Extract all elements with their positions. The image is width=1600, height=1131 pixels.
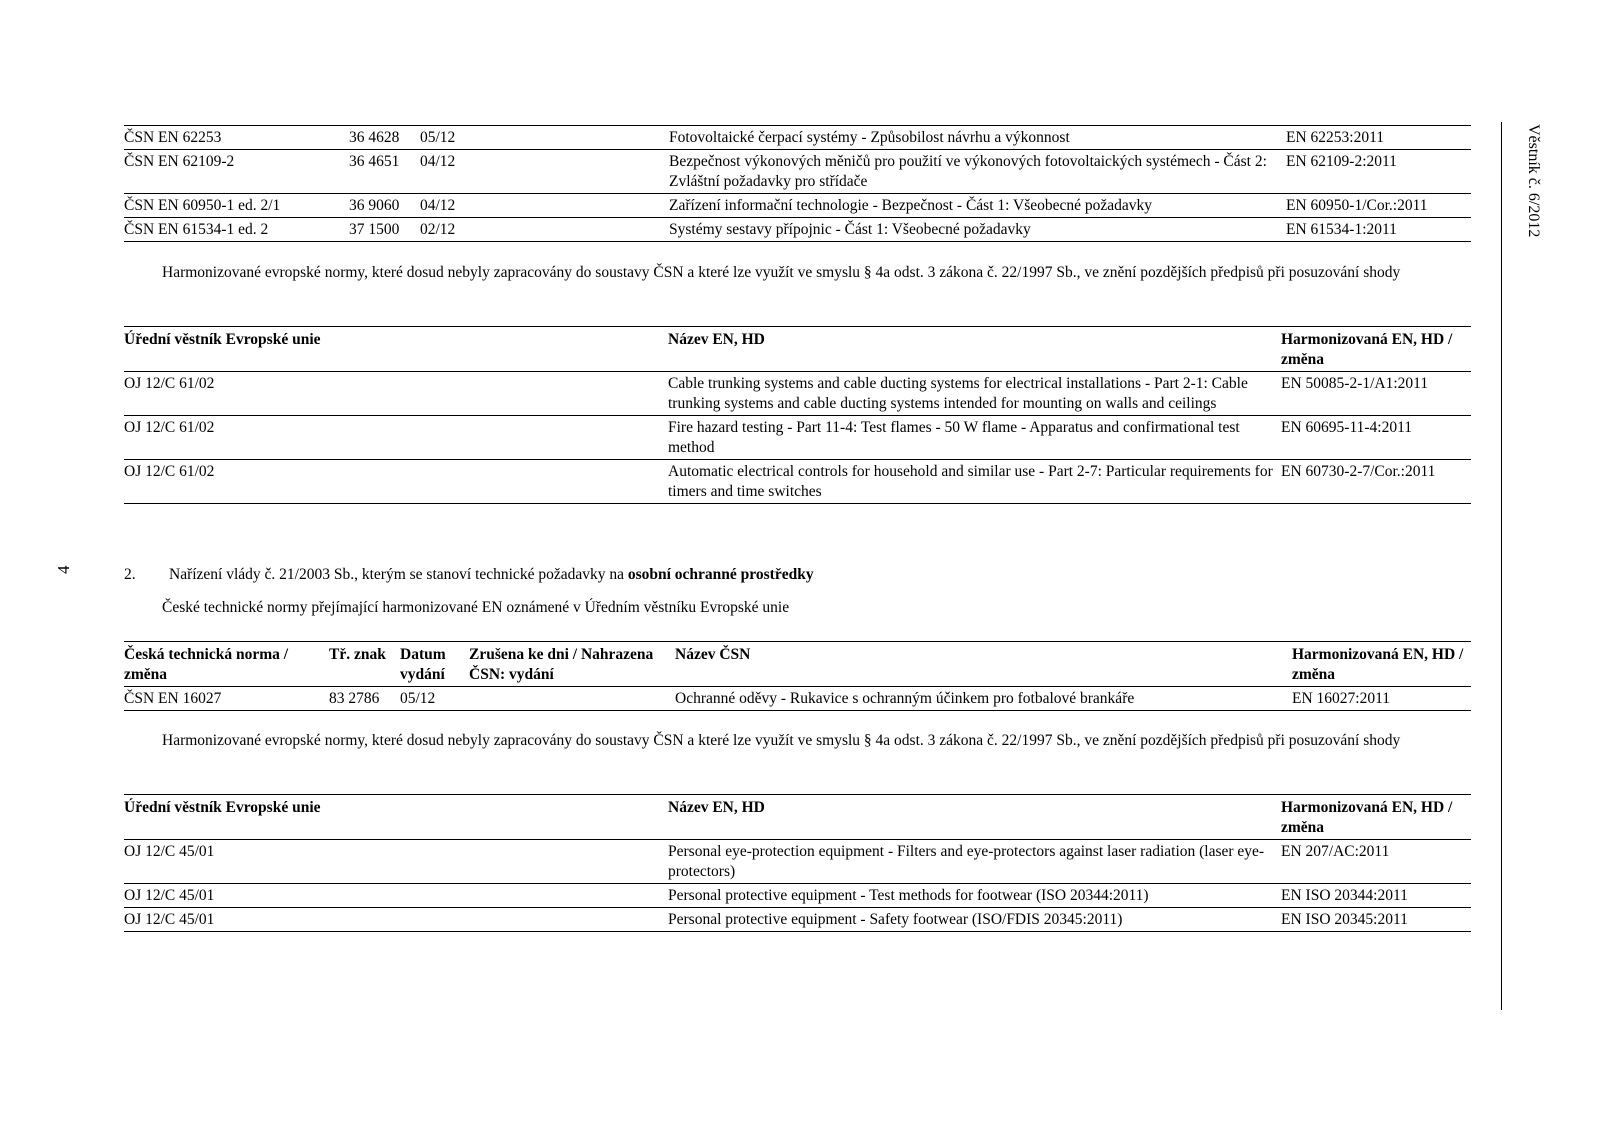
norm-code: ČSN EN 62109-2 <box>124 150 349 194</box>
issue-date: 04/12 <box>420 194 469 218</box>
margin-rule <box>1501 122 1502 1010</box>
oj-ref: OJ 12/C 45/01 <box>124 911 215 928</box>
oj-ref: OJ 12/C 45/01 <box>124 840 668 884</box>
class-code: 36 9060 <box>349 194 420 218</box>
table-row <box>124 416 1471 460</box>
norm-code: ČSN EN 60950-1 ed. 2/1 <box>124 194 349 218</box>
table-row <box>124 460 1471 504</box>
norm-title: Fotovoltaické čerpací systémy - Způsobilost návrhu a výkonnost <box>669 126 1286 150</box>
class-code: 37 1500 <box>349 218 420 242</box>
issue-date: 02/12 <box>420 218 469 242</box>
page-number <box>54 558 76 580</box>
csn-table-1 <box>124 125 1471 242</box>
section-text: Nařízení vlády č. 21/2003 Sb., kterým se stanoví technické požadavky na <box>169 566 628 583</box>
oj-ref: OJ 12/C 61/02 <box>124 463 215 480</box>
header-harmonized: Harmonizovaná EN, HD / změna <box>1281 327 1471 372</box>
table-row <box>124 218 1471 242</box>
harmonized-en: EN 60730-2-7/Cor.:2011 <box>1281 463 1436 480</box>
header-oj: Úřední věstník Evropské unie <box>124 795 668 840</box>
norm-title: Automatic electrical controls for household and similar use - Part 2-7: Particular requirements for timers and time switches <box>668 463 1273 500</box>
replaced-by <box>469 126 669 150</box>
header-title: Název EN, HD <box>668 327 1281 372</box>
norm-code: ČSN EN 61534-1 ed. 2 <box>124 218 349 242</box>
replaced-by <box>469 687 675 711</box>
issue-date: 04/12 <box>420 150 469 194</box>
oj-table-2 <box>124 794 1471 932</box>
oj-ref: OJ 12/C 45/01 <box>124 884 668 908</box>
norm-title: Personal eye-protection equipment - Filters and eye-protectors against laser radiation (laser eye-protectors) <box>668 840 1281 884</box>
harmonized-en: EN ISO 20345:2011 <box>1281 911 1408 928</box>
issue-date: 05/12 <box>420 126 469 150</box>
section-number: 2. <box>124 566 136 583</box>
table-row <box>124 687 1471 711</box>
oj-ref: OJ 12/C 61/02 <box>124 416 668 460</box>
harmonized-en: EN 61534-1:2011 <box>1286 218 1471 242</box>
norm-code: ČSN EN 16027 <box>124 690 222 707</box>
oj-table-1 <box>124 326 1471 504</box>
table-header <box>124 795 1471 840</box>
issue-date: 05/12 <box>400 690 436 707</box>
header-norm: Česká technická norma / změna <box>124 642 329 687</box>
class-code: 83 2786 <box>329 690 380 707</box>
replaced-by <box>469 218 669 242</box>
replaced-by <box>469 150 669 194</box>
norm-title: Zařízení informační technologie - Bezpečnost - Část 1: Všeobecné požadavky <box>669 194 1286 218</box>
header-harmonized: Harmonizovaná EN, HD / změna <box>1292 642 1471 687</box>
table-row <box>124 372 1471 416</box>
oj-ref: OJ 12/C 61/02 <box>124 372 668 416</box>
harmonized-en: EN 60695-11-4:2011 <box>1281 416 1471 460</box>
table-header <box>124 642 1471 687</box>
norm-title: Ochranné oděvy - Rukavice s ochranným účinkem pro fotbalové brankáře <box>675 690 1135 707</box>
header-replaced: Zrušena ke dni / Nahrazena ČSN: vydání <box>469 642 675 687</box>
norm-title: Cable trunking systems and cable ducting systems for electrical installations - Part 2-1: Cable trunking systems and cable ducting systems intended for mounting on walls and ceilings <box>668 372 1281 416</box>
norm-title: Systémy sestavy přípojnic - Část 1: Všeobecné požadavky <box>669 218 1286 242</box>
harmonized-en: EN 62253:2011 <box>1286 126 1471 150</box>
header-title: Název ČSN <box>675 642 1292 687</box>
table-row <box>124 840 1471 884</box>
harmonized-en: EN 207/AC:2011 <box>1281 840 1471 884</box>
class-code: 36 4651 <box>349 150 420 194</box>
section-text-bold: osobní ochranné prostředky <box>627 566 814 583</box>
norm-code: ČSN EN 62253 <box>124 126 349 150</box>
table-row <box>124 194 1471 218</box>
replaced-by <box>469 194 669 218</box>
class-code: 36 4628 <box>349 126 420 150</box>
norm-title: Bezpečnost výkonových měničů pro použití ve výkonových fotovoltaických systémech - Část 2: Zvláštní požadavky pro střídače <box>669 150 1286 194</box>
header-date: Datum vydání <box>400 642 469 687</box>
header-title: Název EN, HD <box>668 795 1281 840</box>
table-row <box>124 126 1471 150</box>
norm-title: Personal protective equipment - Test methods for footwear (ISO 20344:2011) <box>668 884 1281 908</box>
harmonized-en: EN 60950-1/Cor.:2011 <box>1286 194 1471 218</box>
harmonized-note-1: Harmonizované evropské normy, které dosud nebyly zapracovány do soustavy ČSN a které lze využít ve smyslu § 4a odst. 3 zákona č. 22/1997 Sb., ve znění pozdějších předpisů při posuzování shody <box>162 264 1401 281</box>
harmonized-en: EN 16027:2011 <box>1292 690 1391 707</box>
running-header <box>1521 124 1543 264</box>
norm-title: Personal protective equipment - Safety footwear (ISO/FDIS 20345:2011) <box>668 911 1123 928</box>
page-number-text: 4 <box>54 565 73 574</box>
table-row <box>124 150 1471 194</box>
header-oj: Úřední věstník Evropské unie <box>124 327 668 372</box>
csn-table-2 <box>124 641 1471 711</box>
table-header <box>124 327 1471 372</box>
header-class: Tř. znak <box>329 642 400 687</box>
section-heading <box>124 565 1424 585</box>
running-header-text: Věstník č. 6/2012 <box>1525 124 1542 238</box>
harmonized-en: EN 50085-2-1/A1:2011 <box>1281 372 1471 416</box>
harmonized-note-2: Harmonizované evropské normy, které dosud nebyly zapracovány do soustavy ČSN a které lze využít ve smyslu § 4a odst. 3 zákona č. 22/1997 Sb., ve znění pozdějších předpisů při posuzování shody <box>162 732 1401 749</box>
section-subtitle: České technické normy přejímající harmonizované EN oznámené v Úředním věstníku Evropské unie <box>162 599 790 616</box>
table-row <box>124 884 1471 908</box>
harmonized-en: EN 62109-2:2011 <box>1286 150 1471 194</box>
harmonized-en: EN ISO 20344:2011 <box>1281 884 1471 908</box>
table-row <box>124 908 1471 932</box>
header-harmonized: Harmonizovaná EN, HD / změna <box>1281 795 1471 840</box>
norm-title: Fire hazard testing - Part 11-4: Test flames - 50 W flame - Apparatus and confirmational test method <box>668 416 1281 460</box>
